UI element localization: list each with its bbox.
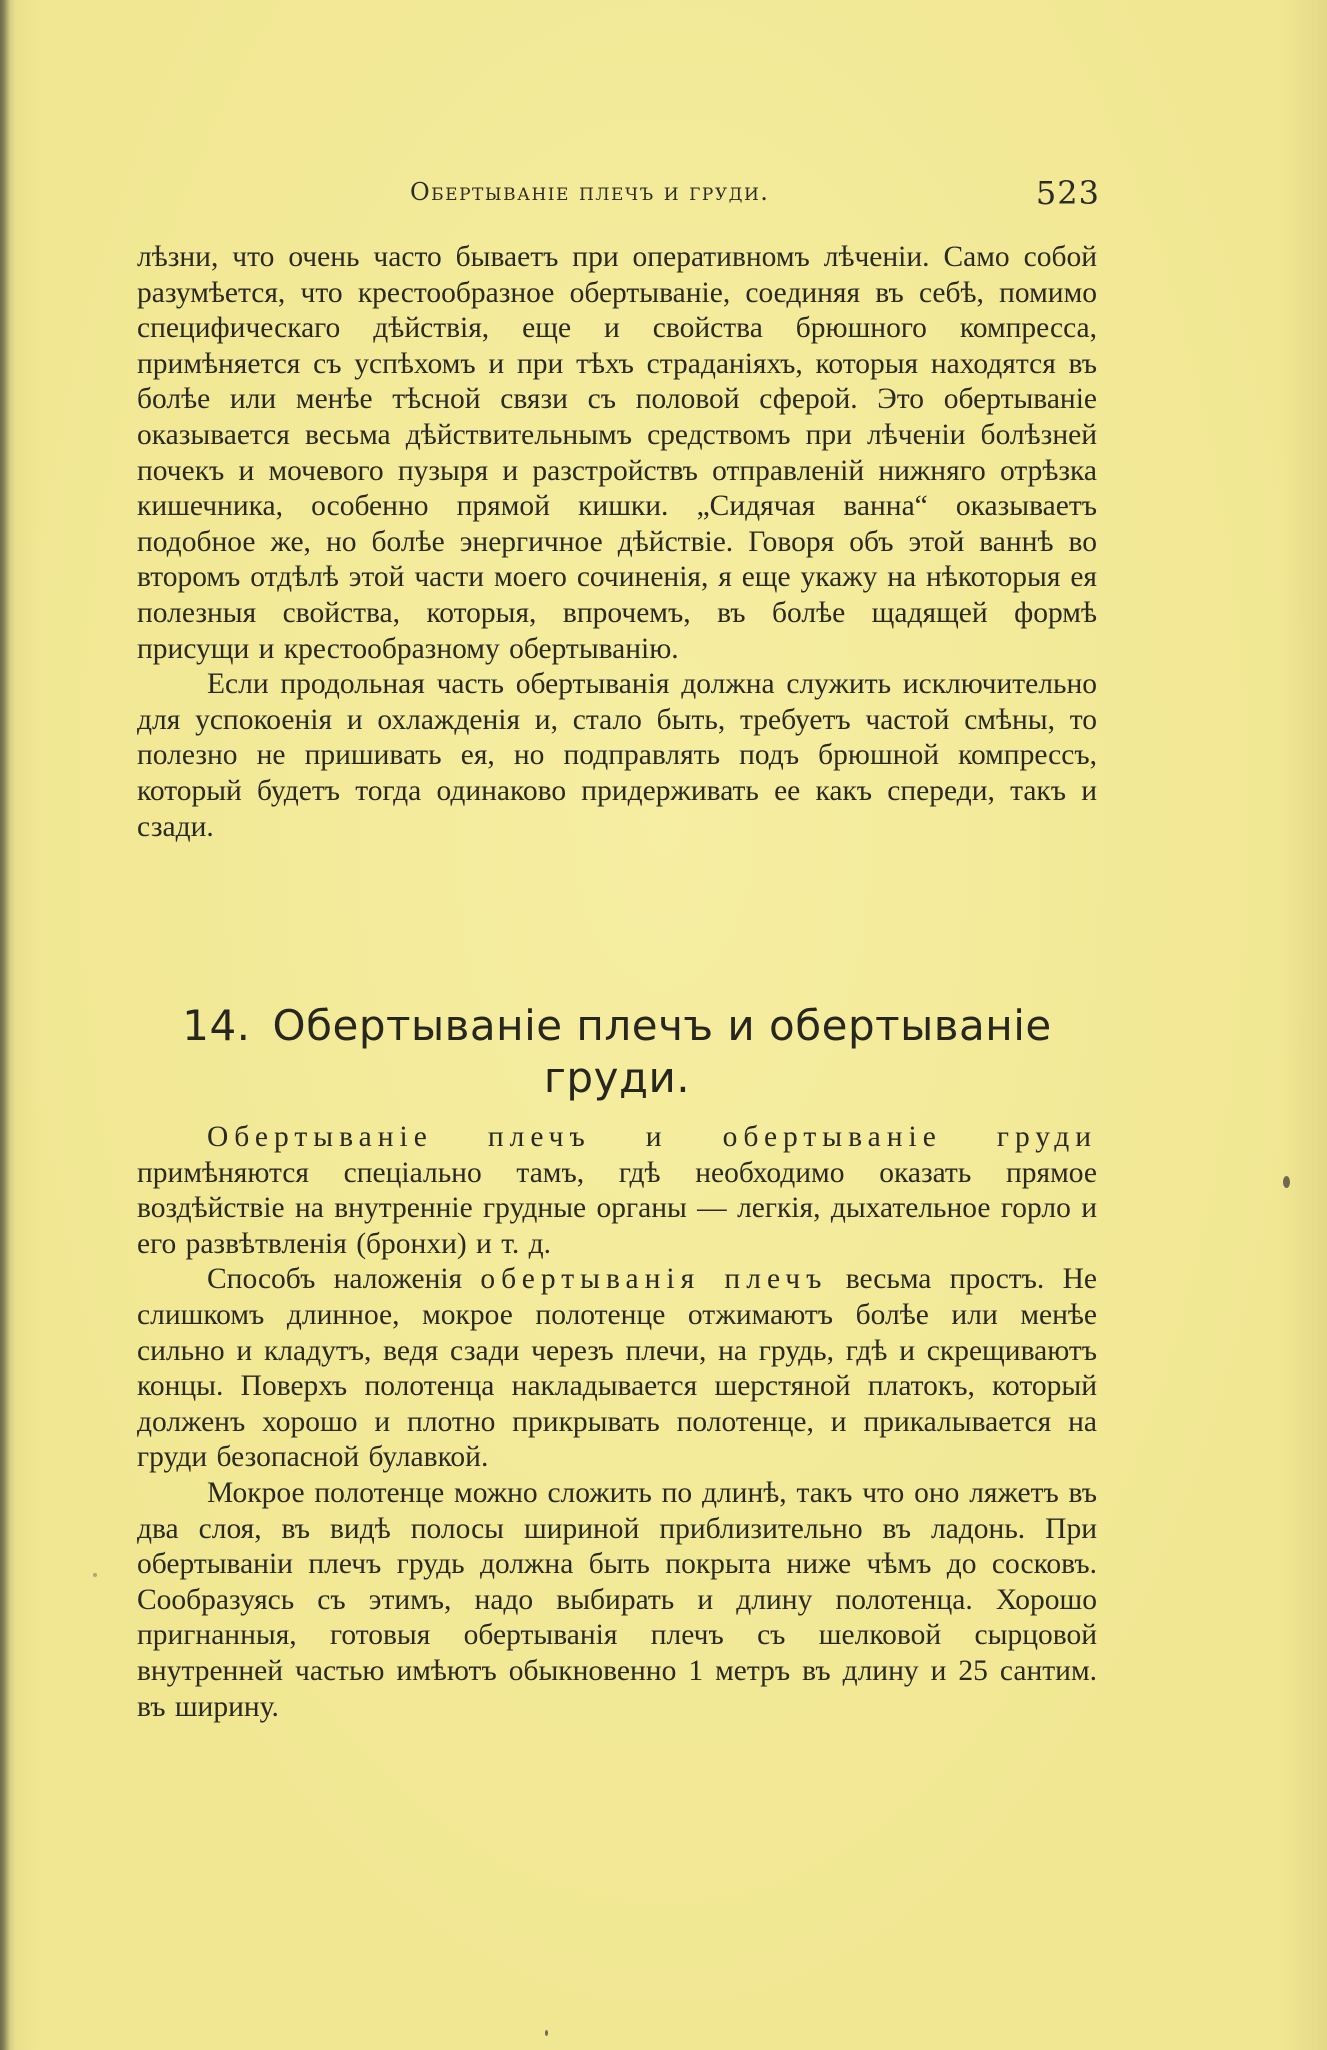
paragraph: Мокрое полотенце можно сложить по длинѣ, такъ что оно ляжетъ въ два слоя, въ видѣ полосы шириной приблизительно въ ладонь. При обертываніи плечъ грудь должна быть покрыта ниже чѣмъ до сосковъ. Сообразуясь съ этимъ, надо выбирать и длину полотенца. Хорошо пригнанныя, готовыя обертыванія плечъ съ шелковой сырцовой внутренней частью имѣютъ обыкновенно 1 метръ въ длину и 25 сантим. въ ширину. — [137, 1476, 1097, 1723]
section-title: Обертываніе плечъ и обертываніе груди. — [272, 1001, 1052, 1102]
paragraph — [137, 1262, 1097, 1476]
paragraph: Если продольная часть обертыванія должна служить исключительно для успокоенія и охлажденія и, стало быть, требуетъ частой смѣны, то полезно не пришивать ея, но подправлять подъ брюшной компрессъ, который будетъ тогда одинаково придерживать ее какъ спереди, такъ и сзади. — [137, 668, 1097, 843]
paper-spot — [545, 2030, 548, 2036]
paragraph — [137, 1120, 1097, 1262]
paragraph-text: примѣняются спеціально тамъ, гдѣ необходимо оказать прямое воздѣйствіе на внутренніе грудные органы — легкія, дыхательное горло и его развѣтвленія (бронхи) и т. д. — [137, 1156, 1097, 1260]
running-head — [140, 174, 1100, 214]
paragraph-continued: лѣзни, что очень часто бываетъ при оперативномъ лѣченіи. Само собой разумѣется, что крестообразное обертываніе, соединяя въ себѣ, помимо специфическаго дѣйствія, еще и свойства брюшного компресса, примѣняется съ успѣхомъ и при тѣхъ страданіяхъ, которыя находятся въ болѣе или менѣе тѣсной связи съ половой сферой. Это обертываніе оказывается весьма дѣйствительнымъ средствомъ при лѣченіи болѣзней почекъ и мочевого пузыря и разстройствъ отправленій нижняго отрѣзка кишечника, особенно прямой кишки. „Сидячая ванна“ оказываетъ подобное же, но болѣе энергичное дѣйствіе. Говоря объ этой ваннѣ во второмъ отдѣлѣ этой части моего сочиненія, я еще укажу на нѣкоторыя ея полезныя свойства, которыя, впрочемъ, въ болѣе щадящей формѣ присущи и крестообразному обертыванію. — [137, 241, 1097, 665]
section-text — [137, 1120, 1097, 1725]
section-heading — [137, 1000, 1097, 1104]
paper-spot — [1283, 1176, 1290, 1188]
emphasized-term: обертыванія плечъ — [480, 1263, 828, 1296]
page-spine-shadow — [0, 0, 10, 2050]
page-number: 523 — [1035, 174, 1100, 212]
running-title: Обертываніе плечъ и груди. — [410, 178, 770, 206]
continued-text — [137, 240, 1097, 845]
paragraph-text: весьма простъ. Не слишкомъ длинное, мокрое полотенце отжимаютъ болѣе или менѣе сильно и кладутъ, ведя сзади черезъ плечи, на грудь, гдѣ и скрещиваютъ концы. Поверхъ полотенца накладывается шерстяной платокъ, который долженъ хорошо и плотно прикрывать полотенце, и прикалывается на груди безопасной булавкой. — [137, 1263, 1097, 1474]
paragraph-text: Способъ наложенія — [207, 1263, 481, 1296]
paper-spot — [93, 1573, 97, 1577]
emphasized-term: Обертываніе плечъ и обертываніе груди — [207, 1121, 1097, 1153]
section-number: 14. — [182, 1001, 251, 1050]
